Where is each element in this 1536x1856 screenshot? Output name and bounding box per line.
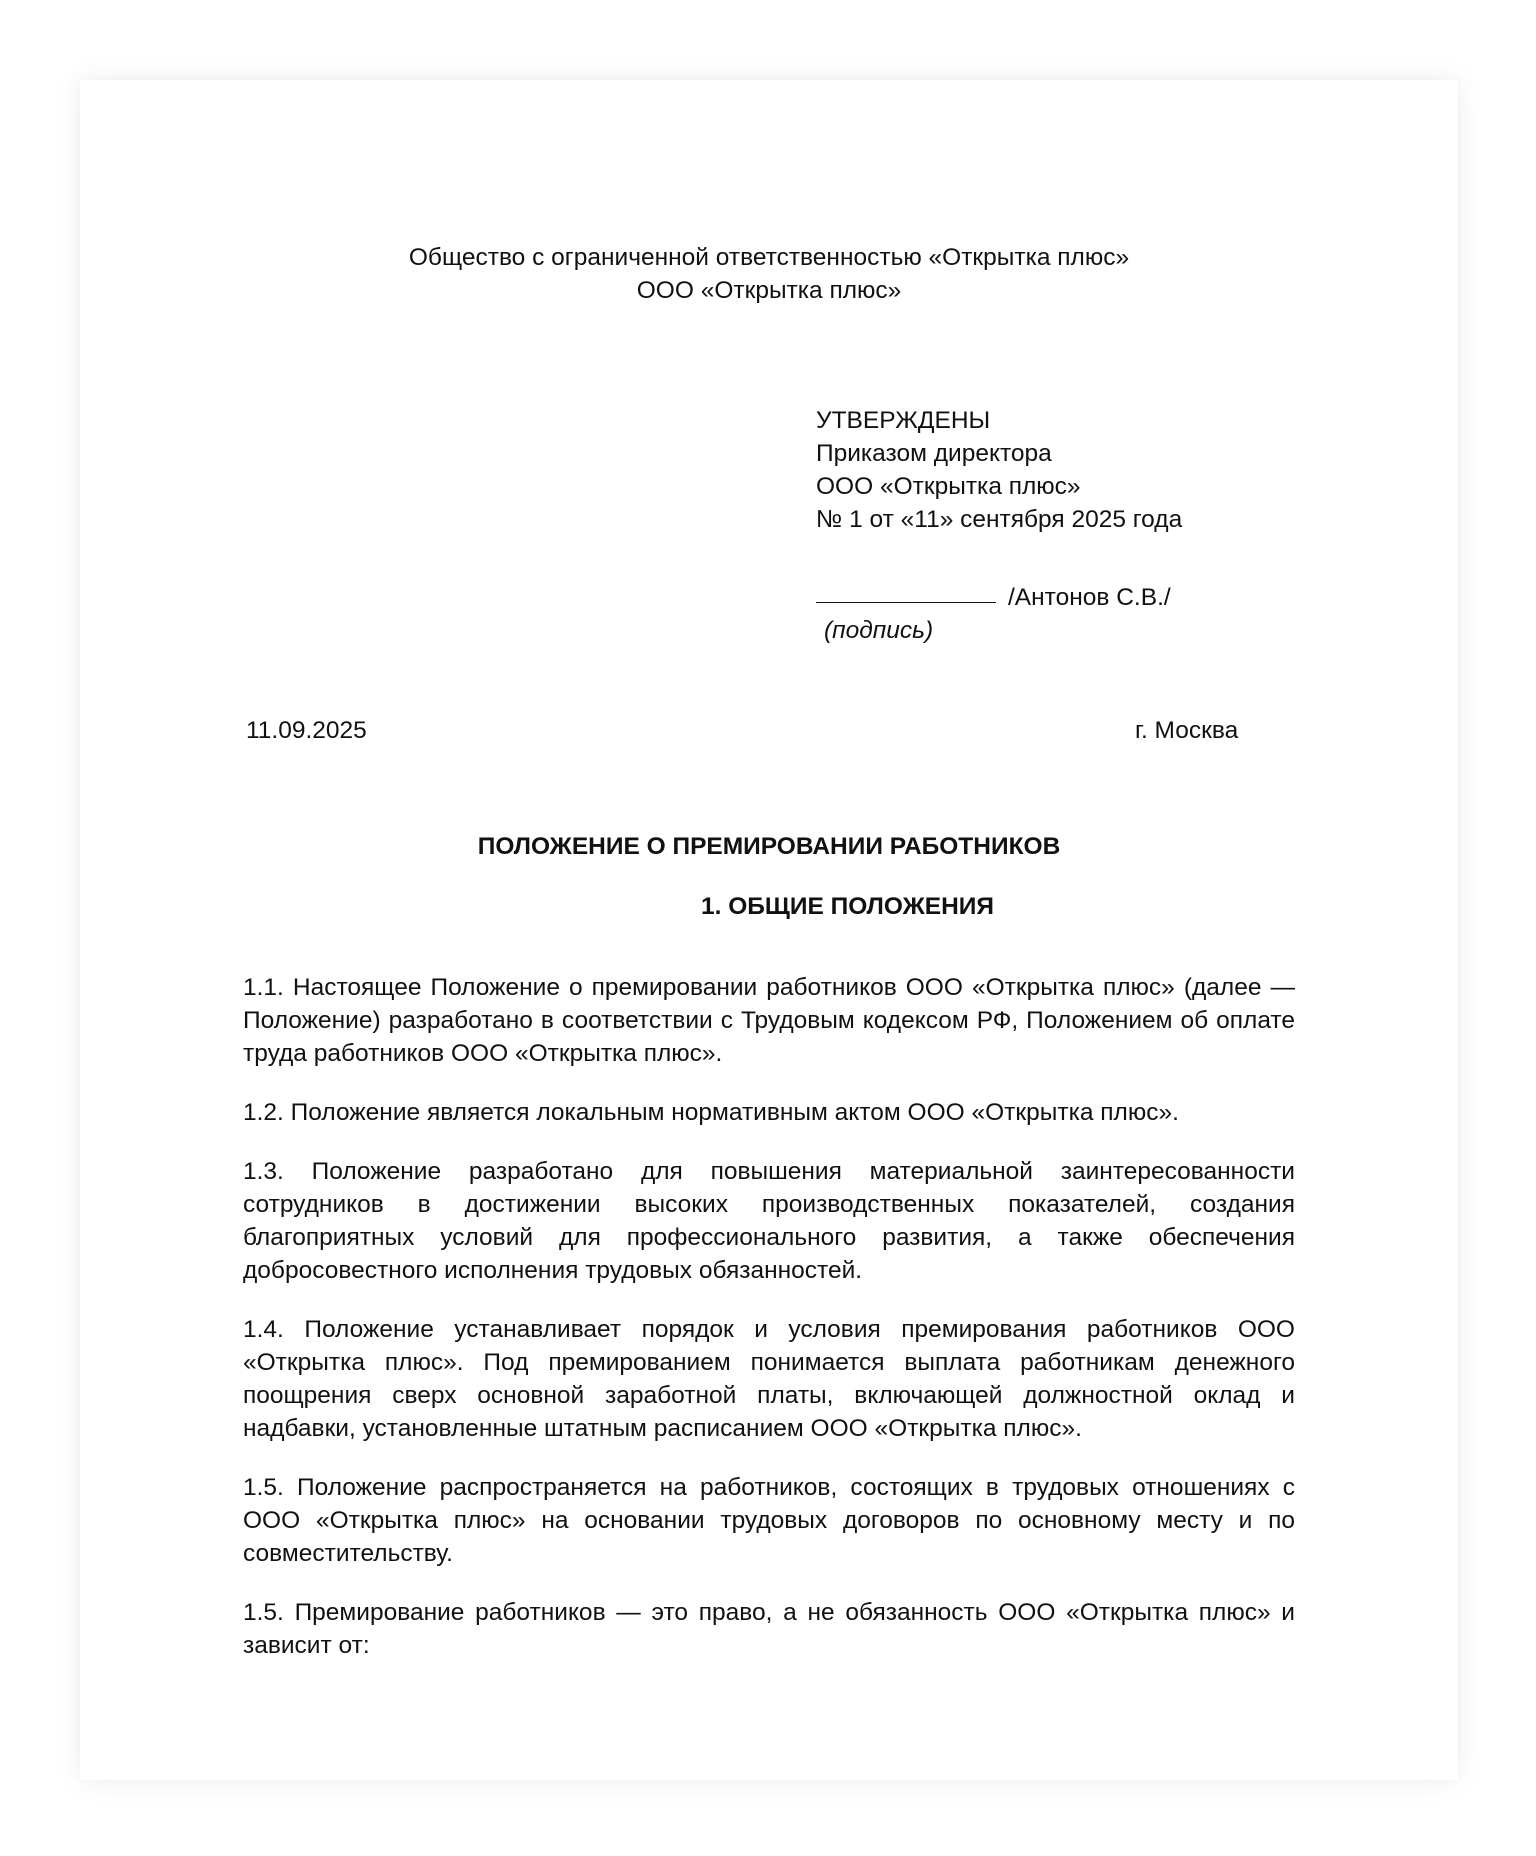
document-title: ПОЛОЖЕНИЕ О ПРЕМИРОВАНИИ РАБОТНИКОВ — [477, 833, 1061, 860]
approval-org: ООО «Открытка плюс» — [816, 473, 1081, 500]
paragraph-1-2: 1.2. Положение является локальным нормативным актом ООО «Открытка плюс». — [243, 1099, 1179, 1126]
paragraph-1-3: 1.3. Положение разработано для повышения материальной заинтересованности сотрудников в достижении высоких производственных показателей, создания благоприятных условий для профессионального развития, а также обеспечения добросовестного исполнения трудовых обязанностей. — [243, 1158, 1295, 1284]
paragraph-1-5-bis: 1.5. Премирование работников — это право, а не обязанность ООО «Открытка плюс» и зависит от: — [243, 1599, 1295, 1659]
signature-caption: (подпись) — [824, 617, 934, 644]
document-city: г. Москва — [1135, 717, 1239, 744]
approval-heading: УТВЕРЖДЕНЫ — [816, 407, 991, 434]
approval-block — [816, 404, 1182, 536]
signature-line — [816, 602, 996, 603]
org-short-name: ООО «Открытка плюс» — [636, 277, 902, 304]
approval-number-date: № 1 от «11» сентября 2025 года — [816, 506, 1183, 533]
org-full-name: Общество с ограниченной ответственностью «Открытка плюс» — [408, 244, 1130, 271]
document-page — [80, 80, 1458, 1780]
section-title: 1. ОБЩИЕ ПОЛОЖЕНИЯ — [701, 893, 995, 920]
paragraph-1-5: 1.5. Положение распространяется на работников, состоящих в трудовых отношениях с ООО «Открытка плюс» на основании трудовых договоров по основному месту и по совместительству. — [243, 1474, 1295, 1567]
document-date: 11.09.2025 — [246, 717, 367, 744]
paragraph-1-4: 1.4. Положение устанавливает порядок и условия премирования работников ООО «Открытка плюс». Под премированием понимается выплата работникам денежного поощрения сверх основной заработной платы, включающей должностной оклад и надбавки, установленные штатным расписанием ООО «Открытка плюс». — [243, 1316, 1295, 1442]
paragraph-1-1: 1.1. Настоящее Положение о премировании работников ООО «Открытка плюс» (далее — Положение) разработано в соответствии с Трудовым кодексом РФ, Положением об оплате труда работников ООО «Открытка плюс». — [243, 974, 1295, 1067]
signature-name: /Антонов С.В./ — [1008, 584, 1171, 611]
approval-order: Приказом директора — [816, 440, 1052, 467]
